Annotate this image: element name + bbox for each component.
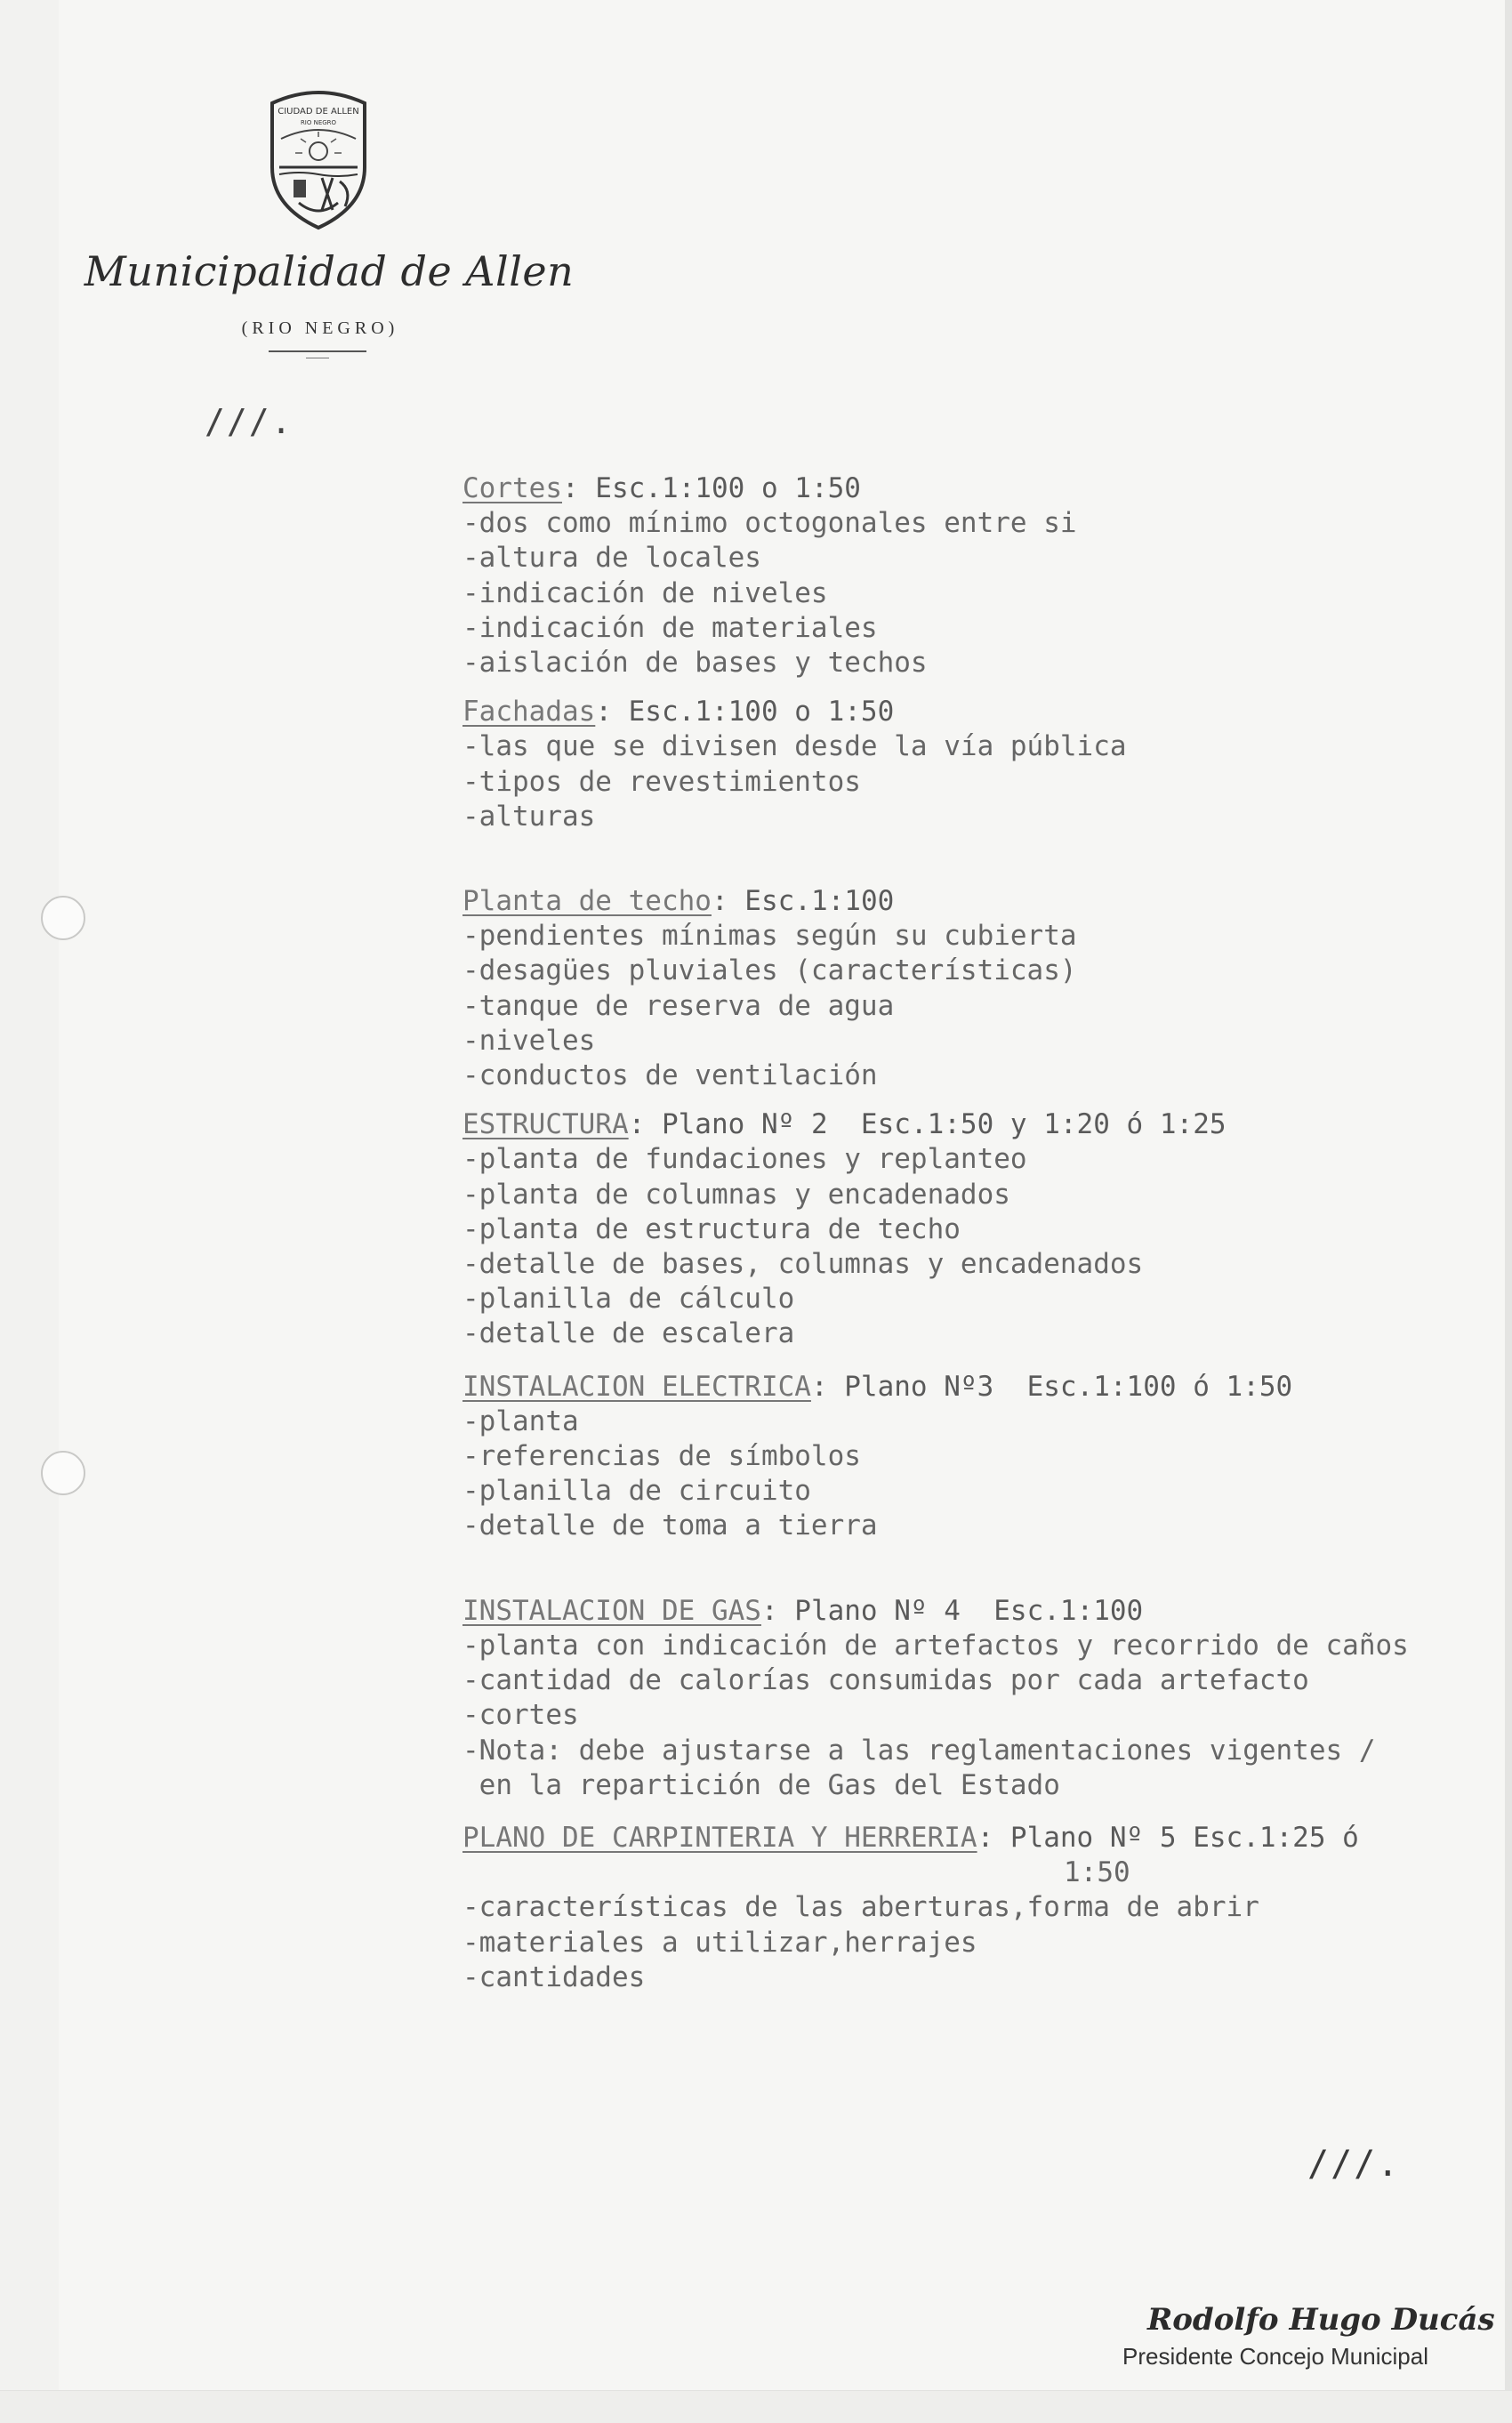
continuation-mark-top: ///. [205,402,294,441]
list-item: -Nota: debe ajustarse a las reglamentaciones vigentes / [462,1734,1376,1767]
signatory-name: Rodolfo Hugo Ducás [1147,2302,1495,2338]
continuation-mark-bottom: ///. [1307,2144,1401,2185]
punch-hole-bottom [41,1451,85,1495]
list-item: -pendientes mínimas según su cubierta [462,920,1077,953]
section-scale: : Plano Nº3 Esc.1:100 ó 1:50 [810,1370,1293,1403]
page-left-margin [0,0,59,2423]
list-item: -las que se divisen desde la vía pública [462,730,1127,763]
list-item: -desagües pluviales (características) [462,954,1077,987]
section-heading: Planta de techo [462,885,712,918]
section-instalacion-de-gas [462,1594,1494,1803]
section-heading: INSTALACION ELECTRICA [462,1370,811,1403]
section-scale: : Plano Nº 4 Esc.1:100 [760,1594,1144,1627]
list-item: -dos como mínimo octogonales entre si [462,507,1077,540]
list-item: -planta de columnas y encadenados [462,1178,1010,1211]
section-scale: : Esc.1:100 o 1:50 [595,696,895,729]
municipal-seal-icon [263,85,374,231]
list-item: -planilla de circuito [462,1475,811,1508]
section-scale: : Plano Nº 5 Esc.1:25 ó [977,1821,1359,1854]
list-item: -planta de estructura de techo [462,1212,961,1245]
page-right-edge [1505,0,1512,2423]
section-cortes [462,471,1494,680]
list-item: -materiales a utilizar,herrajes [462,1926,977,1959]
list-item: -detalle de bases, columnas y encadenados [462,1248,1144,1281]
section-scale: : Esc.1:100 o 1:50 [561,472,861,504]
list-item: en la repartición de Gas del Estado [462,1768,1060,1801]
letterhead-rule [269,350,366,352]
municipality-name: Municipalidad de Allen [84,247,575,295]
svg-text:RIO NEGRO: RIO NEGRO [300,119,337,126]
list-item: -planta con indicación de artefactos y recorrido de caños [462,1629,1409,1662]
section-heading: Cortes [462,472,562,504]
signatory-role: Presidente Concejo Municipal [1122,2343,1428,2370]
section-heading: Fachadas [462,696,596,729]
section-instalacion-electrica [462,1370,1494,1544]
list-item: -detalle de escalera [462,1317,795,1350]
province-name: (RIO NEGRO) [241,318,399,338]
list-item: -indicación de materiales [462,611,878,644]
list-item: -indicación de niveles [462,576,828,609]
list-item: -alturas [462,800,596,833]
punch-hole-top [41,896,85,940]
list-item: -referencias de símbolos [462,1440,861,1473]
list-item: -niveles [462,1024,596,1057]
list-item: -aislación de bases y techos [462,647,928,680]
list-item: -conductos de ventilación [462,1059,878,1092]
list-item: -altura de locales [462,542,761,575]
section-scale: : Plano Nº 2 Esc.1:50 y 1:20 ó 1:25 [628,1108,1226,1141]
list-item: -características de las aberturas,forma de abrir [462,1891,1259,1924]
svg-text:CIUDAD DE ALLEN: CIUDAD DE ALLEN [277,107,359,117]
section-heading: ESTRUCTURA [462,1108,629,1141]
section-fachadas [462,695,1494,834]
list-item: -tanque de reserva de agua [462,989,895,1022]
section-heading: INSTALACION DE GAS [462,1594,761,1627]
section-planta-de-techo [462,884,1494,1093]
section-heading: PLANO DE CARPINTERIA Y HERRERIA [462,1821,977,1854]
list-item: -detalle de toma a tierra [462,1509,878,1542]
list-item: -cantidad de calorías consumidas por cada artefacto [462,1664,1309,1697]
list-item: -planta de fundaciones y replanteo [462,1143,1027,1176]
section-estructura [462,1107,1494,1351]
section-scale: : Esc.1:100 [711,885,895,918]
requirements-list [462,471,1494,1995]
section-carpinteria-herreria [462,1821,1494,1995]
page-bottom-edge [0,2390,1512,2423]
list-item: -cortes [462,1699,579,1732]
list-item: -planta [462,1405,579,1437]
section-scale-continued: 1:50 [1064,1856,1130,1889]
list-item: -cantidades [462,1960,646,1993]
list-item: -planilla de cálculo [462,1283,795,1316]
list-item: -tipos de revestimientos [462,765,861,798]
